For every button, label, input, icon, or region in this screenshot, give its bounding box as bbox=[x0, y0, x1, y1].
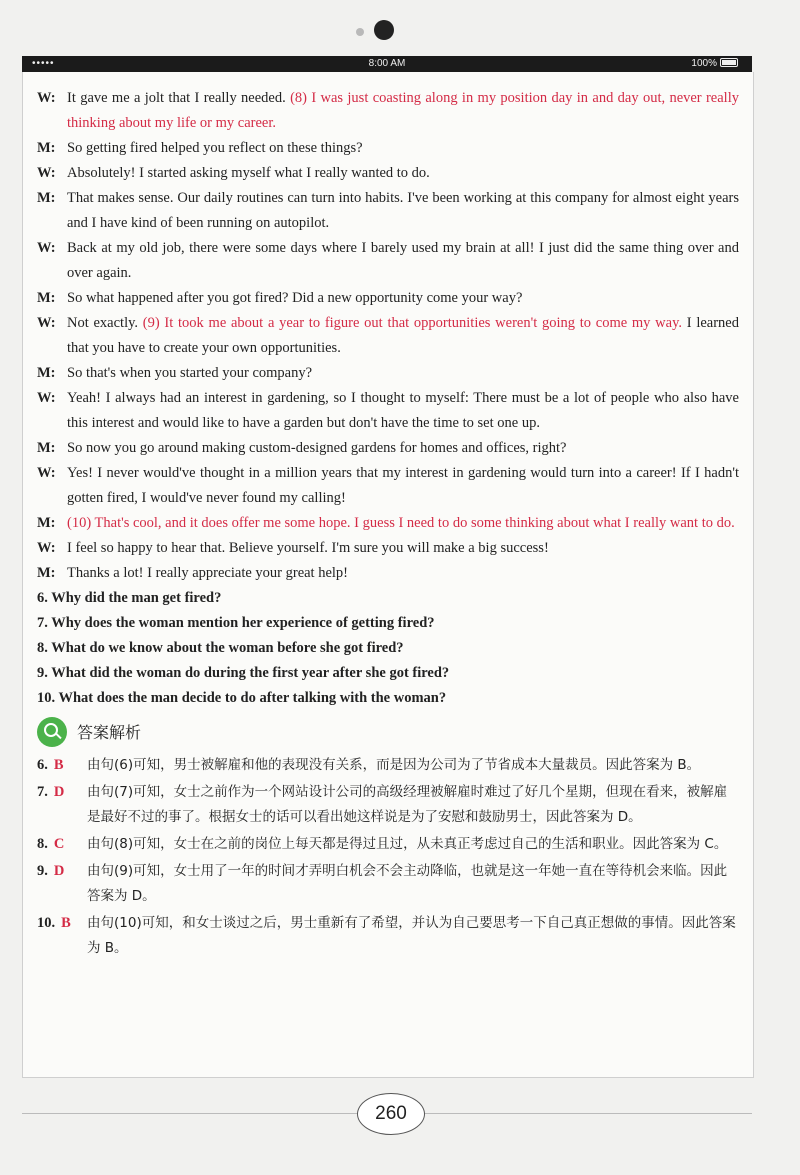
answer-explanation: 由句(9)可知，女士用了一年的时间才弄明白机会不会主动降临，也就是这一年她一直在等待机会来临。因此答案为 D。 bbox=[87, 863, 728, 904]
answer-index: 10. bbox=[37, 915, 56, 931]
dialogue-text: So now you go around making custom-designed gardens for homes and offices, right? bbox=[67, 440, 567, 456]
status-bar bbox=[22, 56, 752, 72]
answer-item bbox=[37, 780, 739, 830]
answer-section-header bbox=[37, 715, 739, 751]
answer-explanation: 由句(8)可知，女士在之前的岗位上每天都是得过且过，从未真正考虑过自己的生活和职业。因此答案为 C。 bbox=[87, 836, 728, 852]
question-item: 6. Why did the man get fired? bbox=[37, 590, 222, 606]
answer-index: 6. bbox=[37, 757, 48, 773]
dialogue-line bbox=[37, 86, 739, 136]
speaker-label: W: bbox=[37, 390, 56, 406]
answer-number bbox=[37, 859, 64, 884]
answer-item bbox=[37, 753, 739, 778]
dialogue-line bbox=[37, 236, 739, 286]
question-item: 7. Why does the woman mention her experience of getting fired? bbox=[37, 615, 435, 631]
answer-letter: D bbox=[53, 784, 65, 800]
dialogue-text: Absolutely! I started asking myself what I really wanted to do. bbox=[67, 165, 430, 181]
dialogue-line bbox=[37, 561, 739, 586]
page-number: 260 bbox=[357, 1093, 425, 1135]
answer-section-title: 答案解析 bbox=[77, 723, 142, 742]
speaker-label: W: bbox=[37, 240, 56, 256]
status-time: 8:00 AM bbox=[368, 58, 406, 69]
dialogue-text: I feel so happy to hear that. Believe yourself. I'm sure you will make a big success! bbox=[67, 540, 549, 556]
dialogue-line bbox=[37, 186, 739, 236]
speaker-label: M: bbox=[37, 565, 56, 581]
dialogue-line bbox=[37, 511, 739, 536]
answer-explanation: 由句(6)可知，男士被解雇和他的表现没有关系，而是因为公司为了节省成本大量裁员。因此答案为 B。 bbox=[87, 757, 701, 773]
speaker-label: M: bbox=[37, 290, 56, 306]
dialogue-text: Thanks a lot! I really appreciate your great help! bbox=[67, 565, 349, 581]
speaker-label: W: bbox=[37, 165, 56, 181]
dialogue-text: Yeah! I always had an interest in gardening, so I thought to myself: There must be a lot of people who also have this interest and would like to have a garden but don't have the time to set one up. bbox=[67, 390, 739, 431]
dialogue-line bbox=[37, 361, 739, 386]
dialogue-text: Yes! I never would've thought in a million years that my interest in gardening would turn into a career! If I hadn't gotten fired, I would've never found my calling! bbox=[67, 465, 739, 506]
dialogue-text: So what happened after you got fired? Did a new opportunity come your way? bbox=[67, 290, 523, 306]
battery-icon bbox=[720, 58, 738, 67]
speaker-label: M: bbox=[37, 365, 56, 381]
dialogue-text: That makes sense. Our daily routines can turn into habits. I've been working at this company for almost eight years and I have kind of been running on autopilot. bbox=[67, 190, 739, 231]
answer-index: 7. bbox=[37, 784, 48, 800]
answer-item bbox=[37, 832, 739, 857]
answer-list bbox=[37, 753, 739, 961]
answer-number bbox=[37, 911, 71, 936]
answer-item bbox=[37, 911, 739, 961]
answer-letter: C bbox=[53, 836, 65, 852]
dialogue-line bbox=[37, 386, 739, 436]
page-screen bbox=[22, 72, 754, 1078]
speaker-label: M: bbox=[37, 515, 56, 531]
dialogue-line bbox=[37, 161, 739, 186]
dialogue-text: Not exactly. bbox=[67, 315, 143, 331]
speaker-label: W: bbox=[37, 90, 56, 106]
dialogue-text: So that's when you started your company? bbox=[67, 365, 313, 381]
answer-item bbox=[37, 859, 739, 909]
key-sentence: (8) I was just coasting along in my position day in and day out, never really thinking about my life or my career. bbox=[67, 90, 739, 131]
answer-number bbox=[37, 832, 64, 857]
dialogue-text: It gave me a jolt that I really needed. bbox=[67, 90, 291, 106]
speaker-label: M: bbox=[37, 190, 56, 206]
speaker-label: M: bbox=[37, 140, 56, 156]
answer-index: 8. bbox=[37, 836, 48, 852]
dialogue-line bbox=[37, 436, 739, 461]
answer-number bbox=[37, 780, 64, 805]
dialogue-line bbox=[37, 286, 739, 311]
speaker-label: W: bbox=[37, 315, 56, 331]
answer-letter: D bbox=[53, 863, 65, 879]
sensor-dot bbox=[356, 28, 364, 36]
answer-letter: B bbox=[61, 915, 71, 931]
dialogue-transcript bbox=[37, 86, 739, 586]
question-item: 8. What do we know about the woman before she got fired? bbox=[37, 640, 404, 656]
answer-explanation: 由句(7)可知，女士之前作为一个网站设计公司的高级经理被解雇时难过了好几个星期，但现在看来，被解雇是最好不过的事了。根据女士的话可以看出她这样说是为了安慰和鼓励男士，因此答案为 D。 bbox=[87, 784, 728, 825]
question-item: 10. What does the man decide to do after talking with the woman? bbox=[37, 690, 447, 706]
answer-index: 9. bbox=[37, 863, 48, 879]
question-list bbox=[37, 586, 739, 711]
answer-letter: B bbox=[53, 757, 64, 773]
dialogue-text: So getting fired helped you reflect on these things? bbox=[67, 140, 363, 156]
dialogue-text: Back at my old job, there were some days where I barely used my brain at all! I just did the same thing over and over again. bbox=[67, 240, 739, 281]
dialogue-line bbox=[37, 311, 739, 361]
dialogue-text: I learned that you have to create your own opportunities. bbox=[67, 315, 739, 356]
key-sentence: (9) It took me about a year to figure out that opportunities weren't going to come my way. bbox=[142, 315, 683, 331]
battery-indicator bbox=[691, 58, 738, 69]
camera-icon bbox=[374, 20, 394, 40]
signal-icon: ••••• bbox=[32, 58, 55, 69]
speaker-label: W: bbox=[37, 540, 56, 556]
key-sentence: (10) That's cool, and it does offer me some hope. I guess I need to do some thinking about what I really want to do. bbox=[67, 515, 735, 531]
dialogue-line bbox=[37, 136, 739, 161]
page-content bbox=[37, 86, 739, 963]
answer-explanation: 由句(10)可知，和女士谈过之后，男士重新有了希望，并认为自己要思考一下自己真正想做的事情。因此答案为 B。 bbox=[87, 915, 736, 956]
magnifier-icon bbox=[37, 717, 67, 747]
dialogue-line bbox=[37, 536, 739, 561]
speaker-label: W: bbox=[37, 465, 56, 481]
dialogue-line bbox=[37, 461, 739, 511]
question-item: 9. What did the woman do during the first year after she got fired? bbox=[37, 665, 450, 681]
battery-percent: 100% bbox=[691, 58, 717, 69]
answer-number bbox=[37, 753, 64, 778]
speaker-label: M: bbox=[37, 440, 56, 456]
